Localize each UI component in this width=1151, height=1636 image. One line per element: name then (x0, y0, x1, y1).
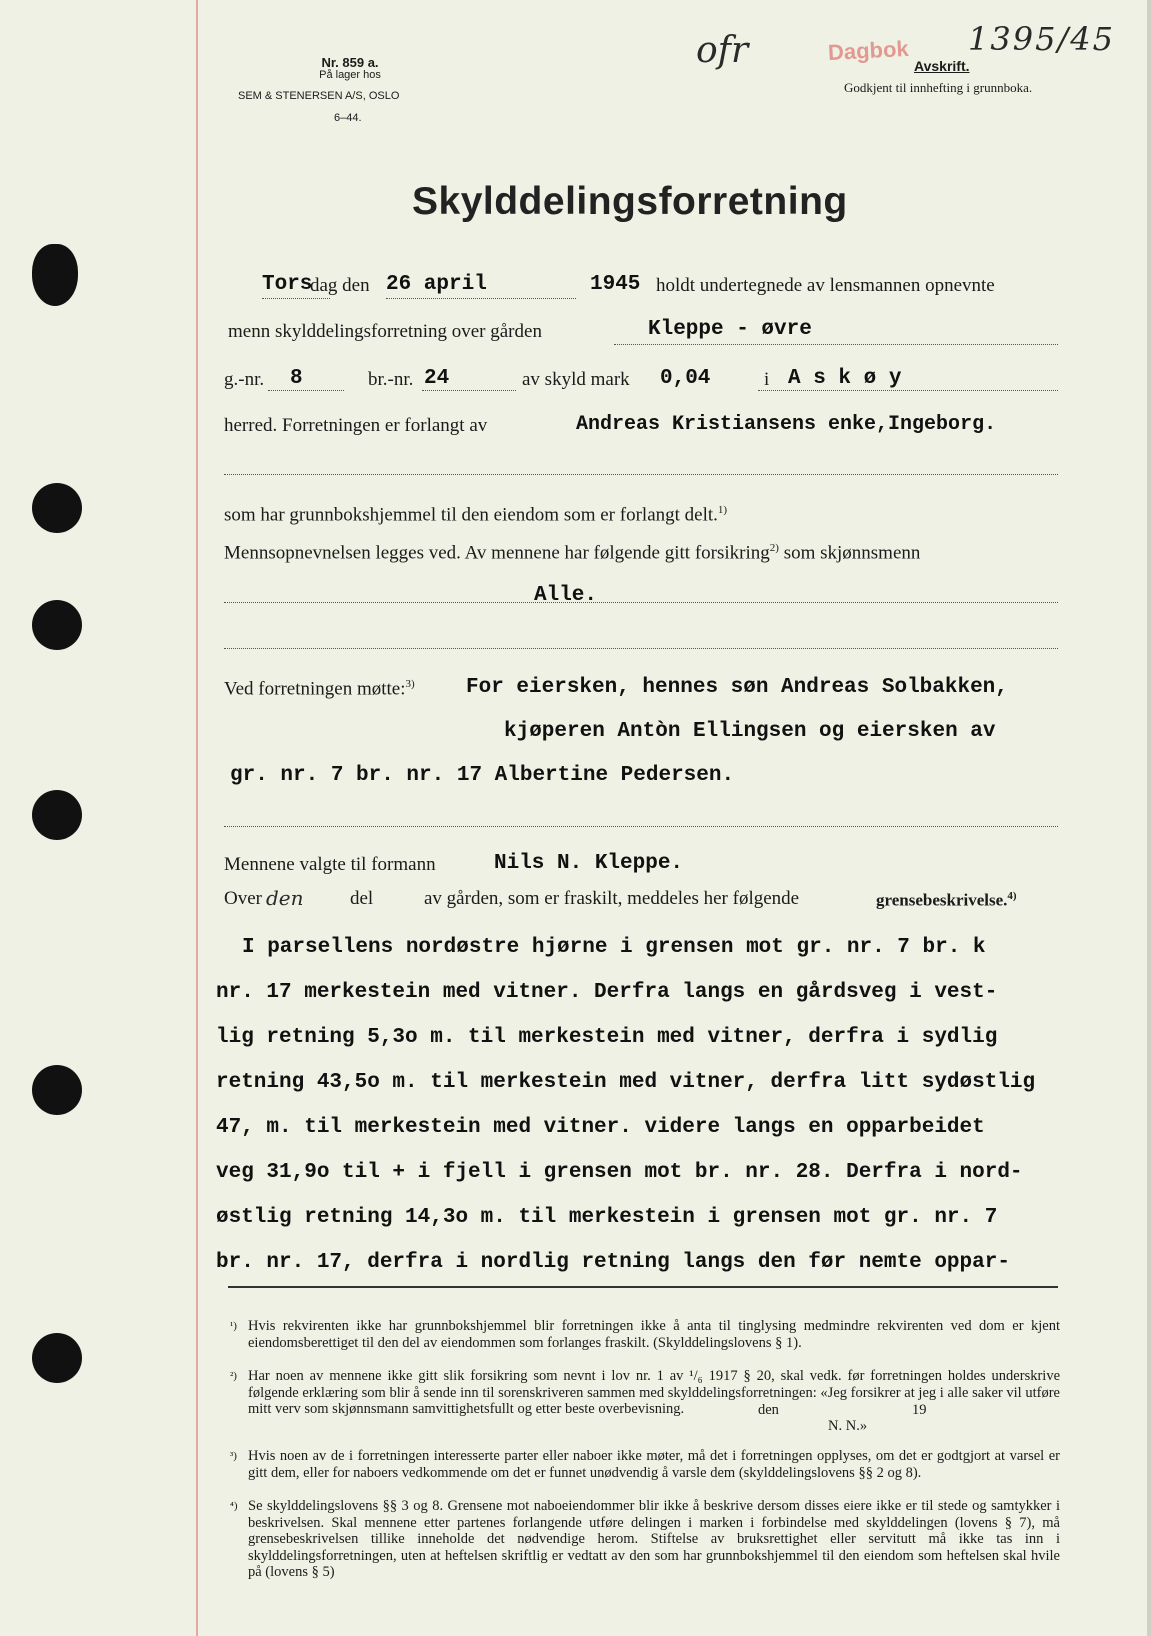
date-value: 26 april (386, 273, 487, 296)
footnote-text: Hvis noen av de i forretningen interesserte parter eller naboer ikke møter, må det i forretningen opplyses, om det er godtgjort at varsel er gitt dem, eller for naboers vedkommende om det er funnet unødvendig å varsle dem (skylddelingslovens §§ 2 og 8). (248, 1448, 1060, 1481)
handwritten-initials: ofr (696, 30, 749, 71)
attendees-line-1: For eiersken, hennes søn Andreas Solbakken, (466, 676, 1008, 699)
punch-hole (32, 1065, 82, 1115)
footnote-4 (230, 1498, 1060, 1581)
dotted-line (262, 298, 330, 299)
boundary-line: I parsellens nordøstre hjørne i grensen mot gr. nr. 7 br. k (242, 936, 986, 959)
attendees-line-3: gr. nr. 7 br. nr. 17 Albertine Pedersen. (230, 764, 735, 787)
footnote-3 (230, 1448, 1060, 1481)
held-text: holdt undertegnede av lensmannen opnevnte (656, 275, 995, 296)
punch-hole (32, 483, 82, 533)
requester-value: Andreas Kristiansens enke,Ingeborg. (576, 413, 997, 436)
punch-hole (32, 600, 82, 650)
boundary-line: veg 31,9o til + i fjell i grensen mot br. nr. 28. Derfra i nord- (216, 1161, 1023, 1184)
fraskilt-text: av gården, som er fraskilt, meddeles her følgende (424, 888, 800, 909)
dotted-line (758, 390, 1058, 391)
footnote-ref: 2) (769, 542, 779, 554)
over-den-line (224, 888, 1064, 916)
footnote-signature (248, 1401, 1060, 1434)
boundary-line: østlig retning 14,3o m. til merkestein i grensen mot gr. nr. 7 (216, 1206, 998, 1229)
boundary-line: lig retning 5,3o m. til merkestein med vitner, derfra i sydlig (216, 1026, 998, 1049)
printer-date: 6–44. (334, 112, 362, 124)
godkjent-note: Godkjent til innhefting i grunnboka. (844, 80, 1033, 95)
dotted-line (224, 648, 1058, 649)
mennsopn-statement: Mennsopnevnelsen legges ved. Av mennene har følgende gitt forsikring (224, 542, 770, 564)
mennsopn-statement-end: som skjønnsmenn (778, 542, 921, 564)
skyld-label: av skyld mark (522, 369, 630, 390)
printer-info (290, 56, 410, 82)
grense-label-text: grensebeskrivelse. (876, 890, 1008, 910)
punch-hole (32, 244, 78, 306)
del-label: del (350, 888, 374, 909)
punch-hole (32, 1333, 82, 1383)
over-den-value: den (266, 886, 304, 910)
footnote-nn: N. N.» (828, 1417, 868, 1434)
footnote-mark: ¹) (230, 1320, 237, 1332)
footnote-ref: 4) (1007, 890, 1017, 902)
over-label: Over (224, 888, 262, 909)
footnote-2 (230, 1368, 1060, 1434)
margin-line (196, 0, 198, 1636)
footnote-ref: 1) (717, 504, 728, 516)
farm-name-value: Kleppe - øvre (648, 318, 812, 341)
mennsopn-text (224, 542, 920, 564)
dotted-line (224, 826, 1058, 827)
boundary-line: 47, m. til merkestein med vitner. videre langs en opparbeidet (216, 1116, 985, 1139)
form-number: Nr. 859 a. (321, 55, 379, 70)
footnote-mark: ³) (230, 1450, 237, 1462)
boundary-line: retning 43,5o m. til merkestein med vitner, derfra litt sydøstlig (216, 1071, 1036, 1094)
attendees-line-2: kjøperen Antòn Ellingsen og eiersken av (504, 720, 996, 743)
formann-label: Mennene valgte til formann (224, 854, 436, 875)
page-title: Skylddelingsforretning (412, 180, 848, 223)
municipality-value: A s k ø y (788, 367, 902, 390)
grunnbok-text (224, 504, 727, 526)
herred-text: herred. Forretningen er forlangt av (224, 415, 488, 436)
dotted-line (386, 298, 576, 299)
date-line (228, 275, 1058, 301)
brnr-value: 24 (424, 367, 450, 390)
handwritten-record-number: 1395/45 (968, 20, 1115, 58)
gnr-label: g.-nr. (224, 369, 265, 390)
footnote-1 (230, 1318, 1060, 1351)
dotted-line (224, 474, 1058, 475)
footnote-mark: ²) (230, 1370, 237, 1382)
footnote-text: Hvis rekvirenten ikke har grunnbokshjemmel blir forretningen ikke å anta til tinglysing medmindre rekvirenten ved dom er kjent eiendomsberettiget til den del av eiendommen som forlanges fraskilt. (Skylddelingslovens § 1). (248, 1318, 1060, 1351)
year-value: 1945 (590, 273, 641, 296)
footnote-den: den (758, 1401, 779, 1418)
dotted-line (614, 344, 1058, 345)
formann-value: Nils N. Kleppe. (494, 852, 684, 875)
gnr-line (224, 369, 1064, 397)
punch-hole (32, 790, 82, 840)
weekday-value: Tors (262, 273, 313, 296)
over-garden-text: menn skylddelingsforretning over gården (228, 321, 542, 342)
dotted-line (224, 602, 1058, 603)
mote-label (224, 678, 415, 700)
grunnbok-statement: som har grunnbokshjemmel til den eiendom som er forlangt delt. (224, 504, 718, 526)
footnote-rule (228, 1286, 1058, 1288)
footnote-text: Har noen av mennene ikke gitt slik forsikring som nevnt i lov nr. 1 av ¹/₆ 1917 § 20, skal vedk. før forretningen holdes underskrive følgende erklæring som blir å sende inn til sorenskriveren sammen med skylddelingsforretningen: «Jeg forsikrer at jeg i alle saker vil utføre mitt verv som skjønnsmann samvittighetsfullt og etter beste overbevisning. (248, 1368, 1060, 1417)
page-edge (1147, 0, 1151, 1636)
dotted-line (422, 390, 516, 391)
printer-line: På lager hos (319, 69, 381, 81)
boundary-line: nr. 17 merkestein med vitner. Derfra langs en gårdsveg i vest- (216, 981, 998, 1004)
footnote-ref: 3) (405, 678, 415, 690)
mote-label-text: Ved forretningen møtte: (224, 678, 406, 700)
gnr-value: 8 (290, 367, 303, 390)
footnote-text: Se skylddelingslovens §§ 3 og 8. Grensene mot naboeiendommer blir ikke å beskrive dersom disses eiere ikke er til stede og samtykker i beskrivelsen. Skal mennene etter partenes forlangende utføre delingen i marken i forbindelse med skylddelingen (lovens § 7), må grensebeskrivelsen tillike inneholde det nødvendige herom. Stiftelse av bruksrettighet eller servitutt må ikke tas inn i skylddelingsforretningen, uten at heftelsen skriftlig er vedtatt av den som har grunnbokshjemmel til den eiendom som heftelsen skal hvile på (lovens § 5) (248, 1498, 1060, 1580)
dagbok-stamp: Dagbok (827, 35, 910, 66)
footnote-mark: ⁴) (230, 1500, 238, 1512)
dotted-line (268, 390, 344, 391)
printer-name: SEM & STENERSEN A/S, OSLO (238, 90, 400, 102)
skyld-value: 0,04 (660, 367, 711, 390)
dag-den-label: dag den (310, 275, 370, 296)
footnote-year: 19 (912, 1401, 927, 1418)
avskrift-label: Avskrift. (914, 58, 970, 74)
i-label: i (764, 369, 770, 390)
boundary-line: br. nr. 17, derfra i nordlig retning langs den før nemte oppar- (216, 1251, 1010, 1274)
brnr-label: br.-nr. (368, 369, 414, 390)
grense-label (876, 890, 1017, 911)
forsikring-value: Alle. (534, 584, 598, 607)
